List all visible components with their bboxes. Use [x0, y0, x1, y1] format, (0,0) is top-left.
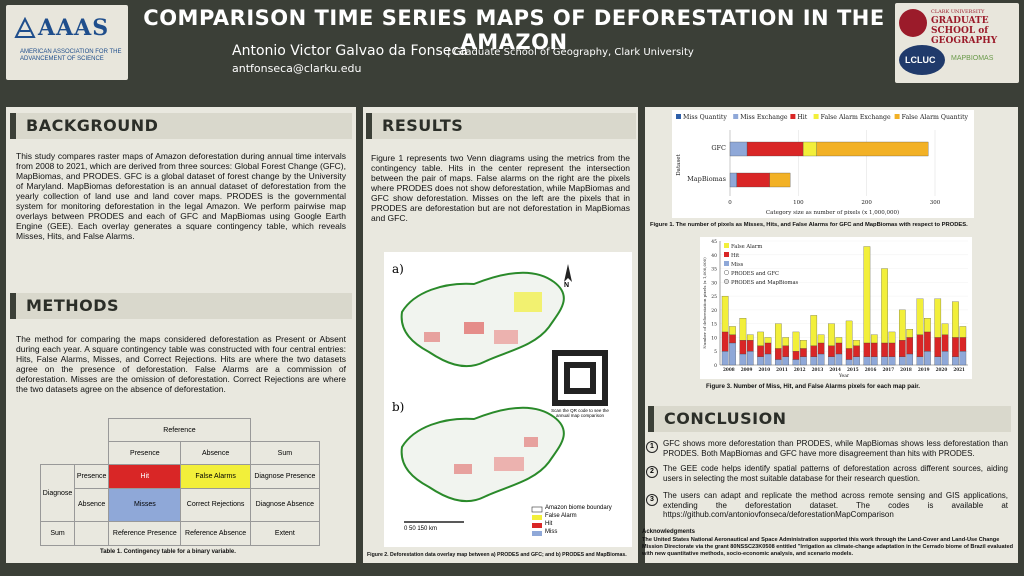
fig3-bar-segment [811, 315, 817, 345]
fig3-bar-segment [836, 354, 842, 365]
table-ref-presence: Presence [109, 442, 181, 465]
figure1-chart [672, 110, 974, 218]
table-diagnose-presence: Diagnose Presence [250, 465, 319, 488]
contingency-table [40, 418, 320, 546]
fig1-category-label: GFC [711, 144, 726, 152]
fig1-bar-segment [817, 142, 928, 156]
fig3-legend-pair-label: PRODES and GFC [731, 271, 779, 277]
table-diag-absence: Absence [75, 488, 109, 521]
fig3-bar-segment [935, 357, 941, 365]
aaas-mark-icon [14, 17, 36, 39]
map-b-boundary [402, 408, 564, 501]
fig3-bar-segment [907, 329, 913, 337]
fig1-bar-segment [737, 173, 770, 187]
fig1-bar-segment [730, 142, 747, 156]
fig1-legend-label: False Alarm Exchange [820, 114, 891, 121]
fig3-legend-label: False Alarm [731, 244, 763, 250]
fig3-bar-segment [846, 359, 852, 365]
fig3-bar-segment [775, 348, 781, 359]
fig1-x-tick-label: 0 [728, 200, 732, 206]
fig3-y-tick-label: 0 [714, 364, 717, 369]
figure3-chart [700, 237, 972, 379]
fig3-bar-segment [899, 310, 905, 340]
aaas-logo-subtitle: AMERICAN ASSOCIATION FOR THE ADVANCEMENT OF SCIENCE [20, 49, 122, 62]
acknowledgments-title: Acknowledgments [642, 529, 696, 535]
acknowledgments-text: The United States National Aeronautical and Space Administration supported this work through the Land-Cover and Land-Use Change Mission Directorate via the grant 80NSSC23K0508 entitled "Irrigation as climate-change adaptation in the Cerrado biome of Brazil evaluated with new quantitative methods, socio-economic analysis, and scenario models. [642, 537, 1014, 557]
fig3-bar-segment [793, 332, 799, 351]
fig3-x-tick-label: 2020 [935, 367, 948, 372]
conclusion-item-1: GFC shows more deforestation than PRODES, while MapBiomas shows less deforestation than PRODES. Both MapBiomas and GFC have more disagreement than hits with PRODES. [663, 439, 1008, 458]
fig3-bar-segment [864, 247, 870, 343]
fig3-legend-pair-label: PRODES and MapBiomas [731, 280, 799, 286]
fig3-y-tick-label: 45 [711, 240, 717, 245]
fig3-x-tick-label: 2021 [953, 367, 965, 372]
fig3-bar-segment [952, 337, 958, 356]
fig3-bar-segment [828, 324, 834, 346]
fig3-bar-segment [917, 299, 923, 335]
fig3-bar-segment [722, 332, 728, 351]
fig3-bar-segment [935, 337, 941, 356]
fig3-bar-segment [800, 348, 806, 356]
fig1-x-tick-label: 100 [793, 200, 804, 206]
fig3-bar-segment [960, 337, 966, 351]
table-misses-cell: Misses [109, 488, 181, 521]
fig3-legend-pair-marker [724, 279, 729, 284]
deforestation-map-figure [384, 252, 632, 547]
fig3-bar-segment [783, 337, 789, 345]
table-extent: Extent [250, 521, 319, 545]
results-heading: RESULTS [382, 116, 464, 135]
fig3-bar-segment [853, 346, 859, 357]
fig1-x-tick-label: 300 [929, 200, 941, 206]
methods-heading: METHODS [26, 296, 120, 315]
fig3-bar-segment [846, 348, 852, 359]
fig3-bar-segment [722, 296, 728, 332]
figure1-panel [672, 110, 974, 218]
fig1-legend-swatch [676, 114, 681, 119]
fig3-bar-segment [924, 318, 930, 332]
results-text: Figure 1 represents two Venn diagrams using the metrics from the contingency table. Hits in the center represent the intersection between the pair of maps. False alarms on the right are the pixels where PRODES does not show deforestation, while MapBiomas and GFC show deforestation. Misses on the left are the pixels that in PRODES are deforestation but are not deforestation in MapBiomas and GFC. [371, 153, 630, 223]
fig3-bar-segment [747, 335, 753, 341]
fig3-bar-segment [783, 357, 789, 365]
mapbiomas-logo: MAPBIOMAS [951, 55, 994, 62]
background-text: This study compares raster maps of Amazon deforestation during annual time intervals from 2008 to 2021, which are derived from three sources: Global Forest Change (GFC), MapBiomas, and PRODES. GFC is a global dataset of forest change by the University of Maryland. MapBiomas deforestation is an annual dataset of deforestation from the yearly collection of land use and land cover maps. PRODES is the governmental system for monitoring deforestation in the legal Amazon. We perform pairwise map overlays between PRODES and each of GFC and MapBiomas using Google Earth Engine (GEE). Each overlay generates a square contingency table, which reveals Misses, Hits, and False Alarms. [16, 151, 346, 241]
fig1-legend-swatch [814, 114, 819, 119]
table-reference: Reference [109, 419, 251, 442]
legend-swatch-false-alarm [532, 515, 542, 520]
fig3-bar-segment [942, 324, 948, 335]
fig1-bar-segment [747, 142, 803, 156]
methods-heading-bar [10, 293, 352, 319]
table-diag-presence: Presence [75, 465, 109, 488]
fig3-bar-segment [960, 351, 966, 365]
aaas-logo-text: AAAS [38, 15, 110, 41]
fig1-legend-label: Miss Exchange [740, 114, 788, 121]
map-drawing [384, 252, 632, 547]
legend-swatch-hit [532, 523, 542, 528]
table-reference-absence: Reference Absence [181, 521, 250, 545]
fig3-bar-segment [899, 340, 905, 357]
table-diagnose: Diagnose [41, 465, 75, 521]
fig3-bar-segment [917, 357, 923, 365]
fig3-bar-segment [740, 354, 746, 365]
fig1-bar-segment [730, 173, 737, 187]
table-reference-presence: Reference Presence [109, 521, 181, 545]
fig1-category-label: MapBiomas [687, 175, 726, 183]
conclusion-item-2: The GEE code helps identify spatial patterns of deforestation across different sources, aiding users in selecting the most suitable database for their research question. [663, 464, 1008, 483]
fig1-legend-label: Miss Quantity [683, 114, 727, 121]
fig3-y-tick-label: 40 [711, 253, 717, 259]
fig3-bar-segment [747, 351, 753, 365]
fig3-bar-segment [828, 357, 834, 365]
fig3-bar-segment [924, 332, 930, 351]
fig3-bar-segment [871, 343, 877, 357]
fig3-bar-segment [864, 357, 870, 365]
table-sum-row: Sum [41, 521, 75, 545]
fig1-legend-swatch [733, 114, 738, 119]
fig3-legend-pair-marker [724, 270, 729, 275]
fig3-bar-segment [942, 335, 948, 352]
fig3-bar-segment [952, 302, 958, 338]
fig3-bar-segment [881, 269, 887, 343]
fig3-legend-swatch [724, 261, 729, 266]
fig3-bar-segment [757, 332, 763, 346]
figure3-caption: Figure 3. Number of Miss, Hit, and False Alarms pixels for each map pair. [706, 383, 920, 390]
fig3-bar-segment [729, 343, 735, 365]
fig3-bar-segment [907, 354, 913, 365]
fig1-x-axis-label: Category size as number of pixels (x 1,000,000) [765, 210, 900, 216]
conclusion-marker-3-icon: 3 [646, 494, 658, 506]
fig3-legend-label: Miss [731, 262, 744, 268]
fig3-bar-segment [747, 340, 753, 351]
conclusion-item-3: The users can adapt and replicate the method across remote sensing and GIS applications, extending the deforestation dataset. The codes is available at https://github.com/antoniovfonseca/deforestationMapComparison [663, 491, 1008, 519]
fig3-bar-segment [960, 326, 966, 337]
fig1-y-axis-label: Dataset [676, 154, 682, 176]
fig3-legend-swatch [724, 252, 729, 257]
legend-swatch-boundary [532, 507, 542, 512]
fig3-bar-segment [917, 335, 923, 357]
methods-text: The method for comparing the maps considered deforestation as Present or Absent during each year. A square contingency table was constructed with four central entries: Hits, False Alarms, Misses, and Correct Rejections. Hits are where the two datasets agree on the presence of deforestation. False Alarms are a commission of deforestation. Misses are the omission of deforestation. Correct Rejections are where the two datasets agree on the absence of deforestation. [16, 334, 346, 394]
fig3-bar-segment [942, 351, 948, 365]
fig3-bar-segment [881, 357, 887, 365]
legend-boundary: Amazon biome boundary [545, 505, 612, 511]
clark-seal-icon [899, 9, 927, 37]
fig3-x-tick-label: 2019 [917, 367, 930, 372]
fig3-bar-segment [740, 318, 746, 340]
partner-logos [895, 3, 1019, 83]
figure1-caption: Figure 1. The number of pixels as Misses, Hits, and False Alarms for GFC and MapBiomas with respect to PRODES. [650, 222, 968, 228]
clark-logo-top: CLARK UNIVERSITY [931, 9, 985, 15]
fig3-x-tick-label: 2017 [882, 367, 895, 372]
fig3-bar-segment [765, 337, 771, 343]
clark-logo [931, 8, 1017, 46]
fig3-bar-segment [924, 351, 930, 365]
qr-caption: Scan the QR code to see the annual map comparison [551, 408, 609, 418]
table-false-alarms-cell: False Alarms [181, 465, 250, 488]
fig3-bar-segment [811, 357, 817, 365]
fig3-bar-segment [757, 346, 763, 357]
fig3-x-axis-label: Year [838, 374, 850, 379]
fig3-bar-segment [864, 343, 870, 357]
table-hit-cell: Hit [109, 465, 181, 488]
fig3-bar-segment [818, 335, 824, 343]
fig3-x-tick-label: 2013 [811, 367, 824, 372]
fig3-y-tick-label: 35 [711, 267, 717, 273]
fig3-x-tick-label: 2018 [900, 367, 912, 372]
fig3-bar-segment [729, 335, 735, 343]
fig3-x-tick-label: 2009 [740, 367, 753, 372]
fig3-bar-segment [775, 324, 781, 349]
conclusion-marker-2-icon: 2 [646, 466, 658, 478]
fig3-bar-segment [765, 343, 771, 354]
fig3-bar-segment [836, 343, 842, 354]
lcluc-logo-text: LCLUC [905, 55, 936, 65]
north-arrow-icon [564, 264, 572, 282]
table-sum-header: Sum [250, 442, 319, 465]
table-ref-absence: Absence [181, 442, 250, 465]
fig1-legend-swatch [895, 114, 900, 119]
fig1-legend-label: Hit [797, 114, 808, 121]
fig3-x-tick-label: 2008 [723, 367, 735, 372]
fig1-x-tick-label: 200 [861, 200, 872, 206]
background-heading-bar [10, 113, 352, 139]
fig3-bar-segment [793, 351, 799, 359]
fig3-bar-segment [765, 354, 771, 365]
fig3-x-tick-label: 2015 [847, 367, 859, 372]
fig3-legend-swatch [724, 243, 729, 248]
fig3-bar-segment [899, 357, 905, 365]
fig3-bar-segment [722, 351, 728, 365]
fig3-bar-segment [793, 359, 799, 365]
fig3-bar-segment [881, 343, 887, 357]
map-a-boundary [402, 273, 564, 366]
author-affiliation: | Graduate School of Geography, Clark University [447, 47, 694, 58]
conclusion-heading-bar [648, 406, 1011, 432]
poster-title: COMPARISON TIME SERIES MAPS OF DEFORESTATION IN THE AMAZON [143, 6, 885, 54]
fig3-y-tick-label: 30 [711, 281, 717, 287]
fig3-x-tick-label: 2016 [864, 367, 877, 372]
fig3-y-tick-label: 15 [711, 322, 717, 328]
map-b-label: b) [392, 400, 405, 414]
figure2-caption: Figure 2. Deforestation data overlay map between a) PRODES and GFC; and b) PRODES and MapBiomas. [367, 552, 627, 558]
fig3-bar-segment [935, 299, 941, 338]
fig3-bar-segment [740, 340, 746, 354]
fig3-bar-segment [889, 343, 895, 357]
fig1-legend-label: False Alarm Quantity [901, 114, 969, 121]
author-email: antfonseca@clarku.edu [232, 62, 362, 75]
poster-header [0, 0, 1024, 86]
legend-miss: Miss [545, 529, 558, 535]
author-name: Antonio Victor Galvao da Fonseca [232, 43, 468, 59]
lcluc-logo [899, 45, 945, 75]
fig3-x-tick-label: 2010 [758, 367, 771, 372]
legend-swatch-miss [532, 531, 542, 536]
conclusion-marker-1-icon: 1 [646, 441, 658, 453]
fig3-bar-segment [775, 359, 781, 365]
fig3-y-axis-label: Number of deforestation pixels (x 1,000,000) [702, 257, 707, 349]
fig3-bar-segment [818, 354, 824, 365]
scale-label: 0 50 150 km [404, 526, 438, 532]
background-heading: BACKGROUND [26, 116, 159, 135]
aaas-logo [6, 5, 128, 80]
fig3-bar-segment [871, 335, 877, 343]
fig3-bar-segment [846, 321, 852, 349]
legend-hit: Hit [545, 521, 553, 527]
legend-false-alarm: False Alarm [545, 513, 577, 519]
figure3-panel [700, 237, 972, 379]
fig1-bar-segment [770, 173, 791, 187]
fig3-bar-segment [729, 326, 735, 334]
fig3-bar-segment [889, 332, 895, 343]
fig3-bar-segment [818, 343, 824, 354]
map-a-label: a) [392, 262, 404, 276]
results-heading-bar [366, 113, 636, 139]
fig1-legend-swatch [790, 114, 795, 119]
fig3-bar-segment [783, 346, 789, 357]
fig3-bar-segment [853, 340, 859, 346]
fig3-bar-segment [952, 357, 958, 365]
fig3-x-tick-label: 2011 [776, 367, 788, 372]
fig3-x-tick-label: 2014 [829, 367, 841, 372]
fig3-bar-segment [800, 357, 806, 365]
fig3-y-tick-label: 10 [711, 336, 717, 342]
conclusion-heading: CONCLUSION [664, 409, 787, 428]
fig3-bar-segment [828, 346, 834, 357]
north-label: N [564, 282, 570, 289]
fig3-bar-segment [889, 357, 895, 365]
clark-logo-name: GRADUATE SCHOOL of GEOGRAPHY [931, 16, 998, 46]
fig3-y-tick-label: 25 [711, 295, 717, 301]
fig3-legend-label: Hit [731, 253, 740, 259]
fig1-bar-segment [803, 142, 817, 156]
table-correct-rejections-cell: Correct Rejections [181, 488, 250, 521]
fig3-bar-segment [811, 346, 817, 357]
fig3-bar-segment [907, 337, 913, 354]
table-diagnose-absence: Diagnose Absence [250, 488, 319, 521]
fig3-bar-segment [800, 340, 806, 348]
table-caption: Table 1. Contingency table for a binary variable. [100, 549, 236, 555]
fig3-y-tick-label: 5 [714, 350, 717, 356]
fig3-bar-segment [871, 357, 877, 365]
fig3-bar-segment [853, 357, 859, 365]
fig3-y-tick-label: 20 [711, 308, 717, 314]
fig3-bar-segment [757, 357, 763, 365]
fig3-bar-segment [836, 337, 842, 343]
fig3-x-tick-label: 2012 [793, 367, 806, 372]
